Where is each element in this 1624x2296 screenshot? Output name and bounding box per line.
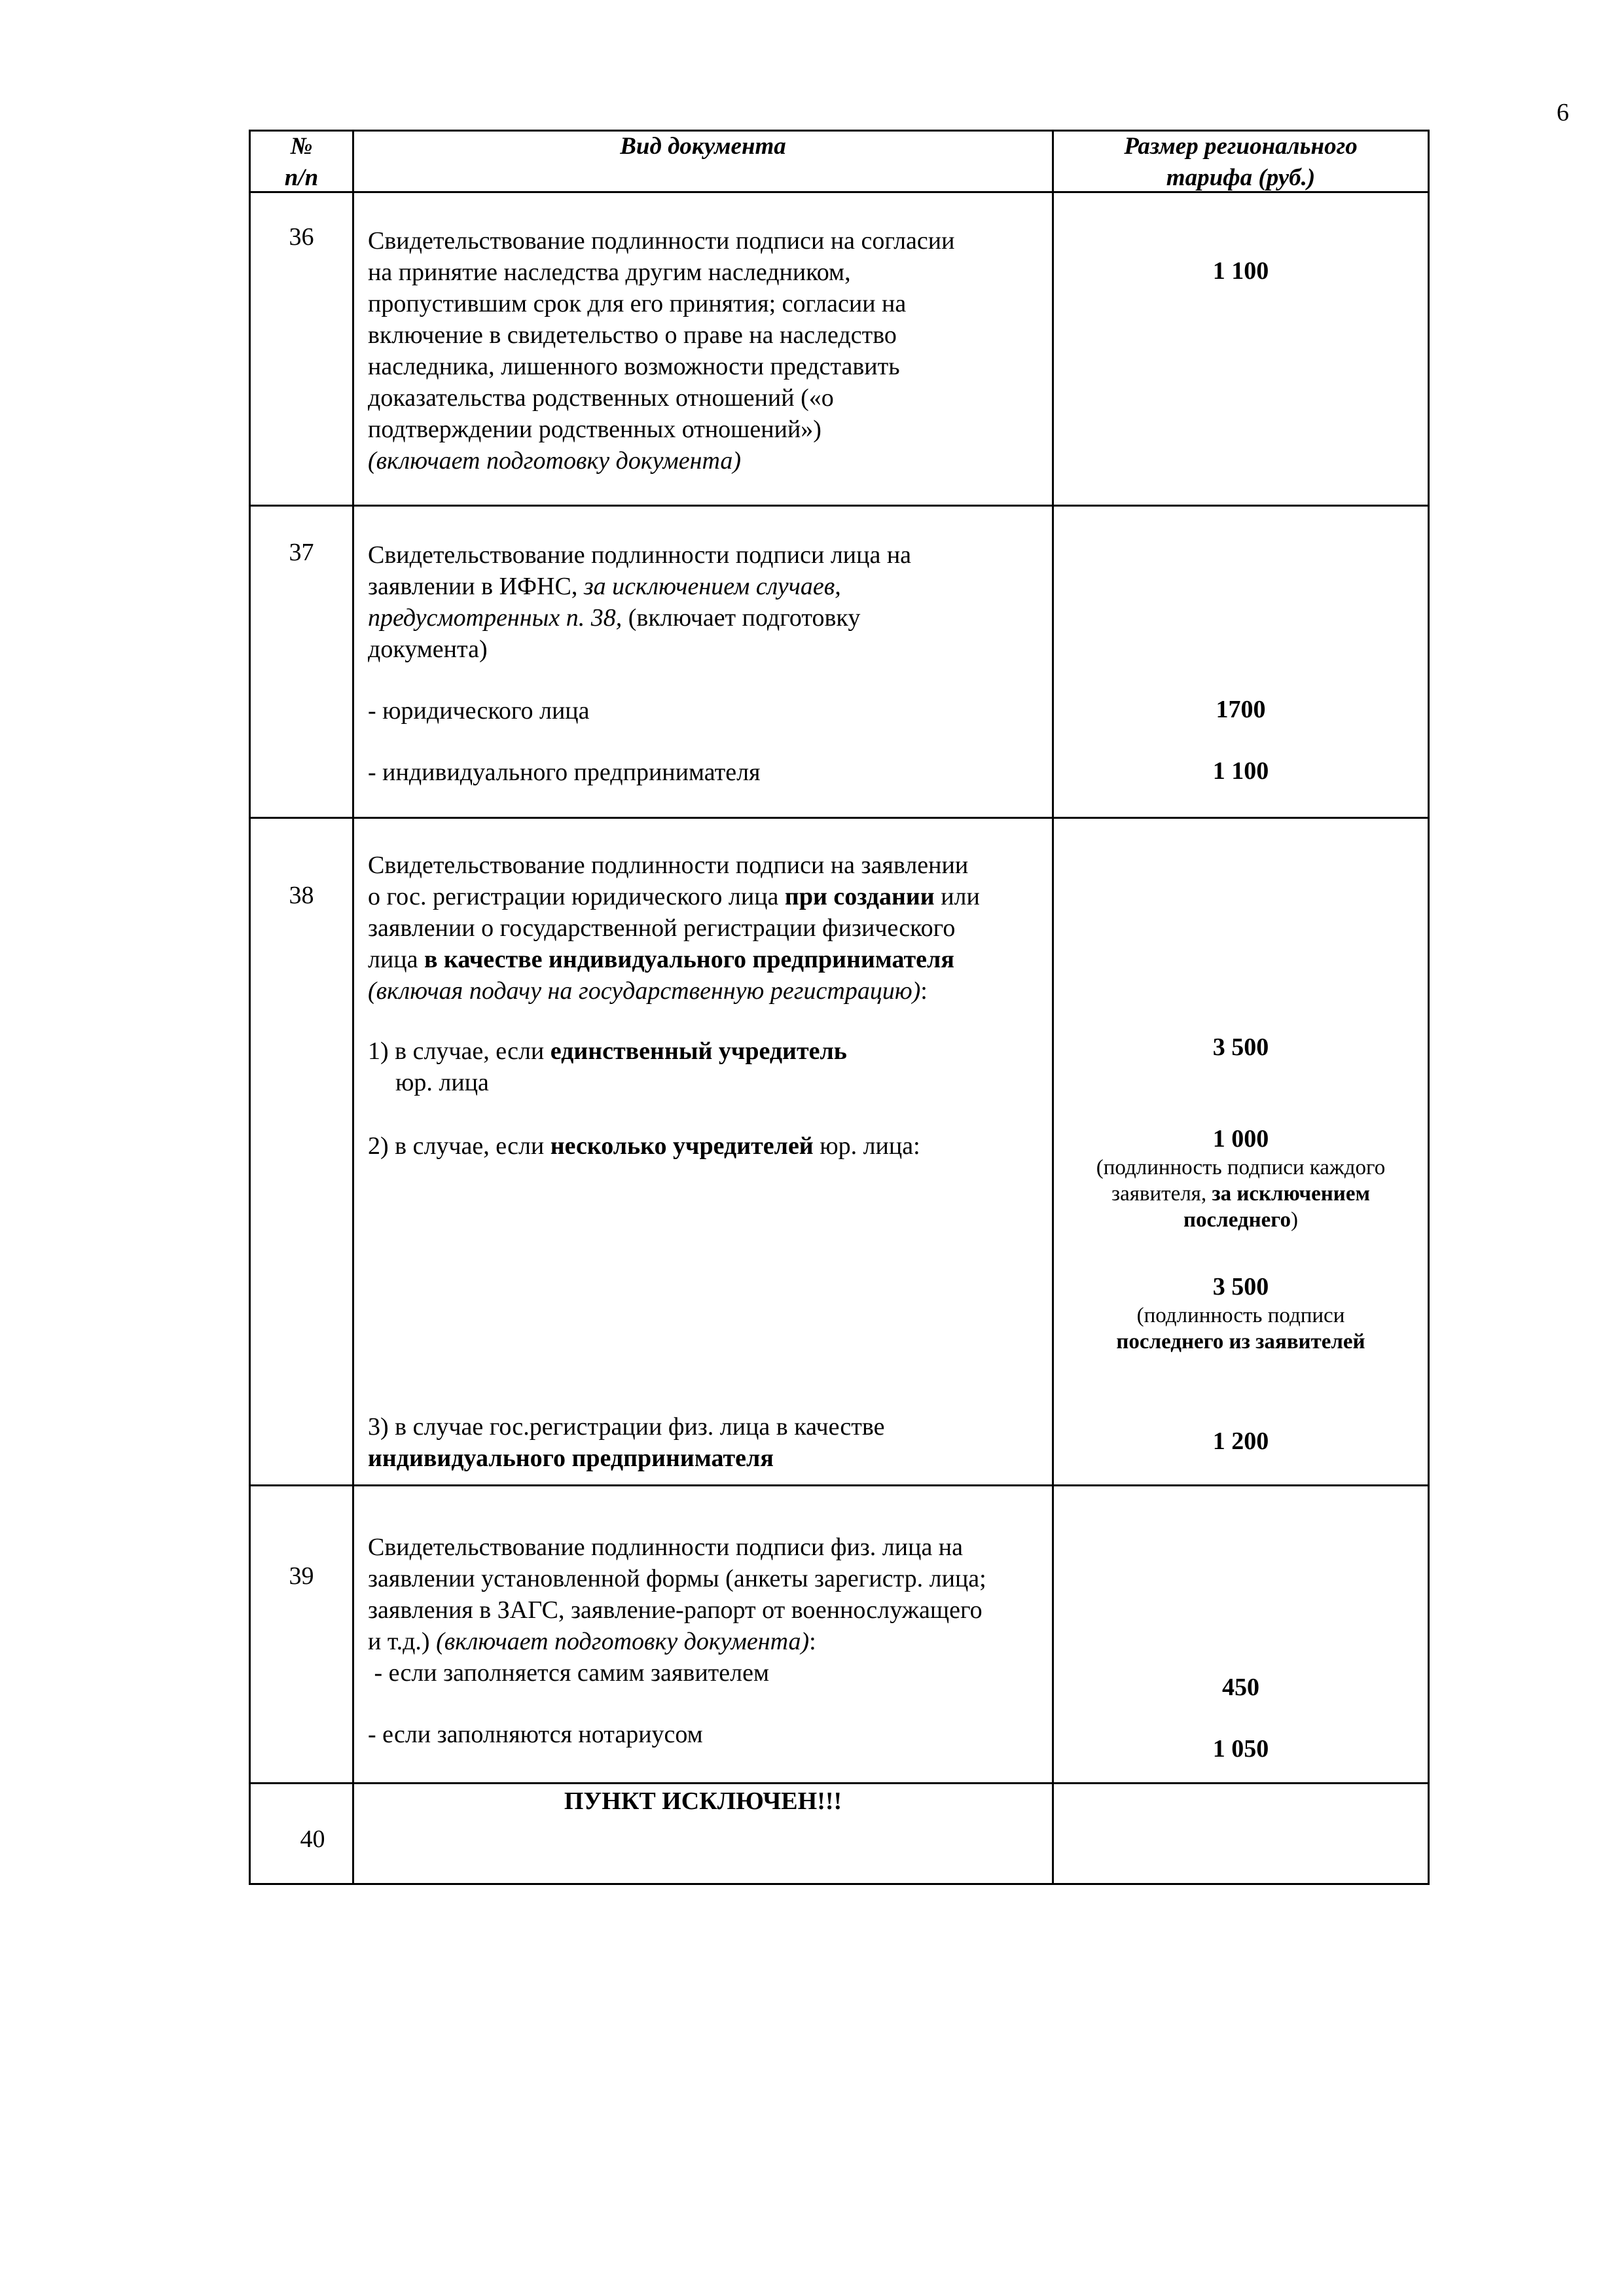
note-line: [1054, 1329, 1428, 1355]
note-line: (подлинность подписи каждого: [1096, 1156, 1386, 1179]
sub-item-value: 1 100: [1212, 757, 1269, 785]
row-number: 40: [300, 1825, 325, 1853]
description-line: [368, 602, 860, 634]
description-line: Свидетельствование подлинности подписи физ. лица на: [368, 1534, 964, 1561]
header-num-line2: п/п: [284, 164, 319, 191]
note-line: [1054, 1181, 1428, 1207]
description-line: [368, 571, 841, 602]
table-border-right: [1428, 130, 1430, 1885]
text-segment: :: [920, 977, 928, 1005]
note-text: (включает подготовку документа): [368, 447, 742, 475]
description-line: доказательства родственных отношений («о: [368, 384, 834, 412]
text-segment-italic: за исключением случаев,: [583, 573, 841, 600]
text-segment: заявителя,: [1111, 1182, 1207, 1206]
value-note: [1054, 1155, 1428, 1233]
row-value: 1 100: [1212, 257, 1269, 285]
sub-item: - индивидуального предпринимателя: [368, 759, 761, 786]
description-line: заявлении о государственной регистрации физического: [368, 914, 956, 942]
sub-item-continuation: [368, 1443, 774, 1474]
sub-item-value: 3 500: [1212, 1273, 1269, 1300]
description-line: включение в свидетельство о праве на наследство: [368, 321, 897, 349]
text-segment: (включает подготовку: [628, 604, 861, 632]
description-line: заявлении установленной формы (анкеты зарегистр. лица;: [368, 1565, 986, 1592]
row-number: 39: [289, 1562, 314, 1590]
text-segment: или: [941, 883, 980, 910]
description-line: документа): [368, 636, 488, 663]
text-segment-bold: последнего из заявителей: [1116, 1330, 1365, 1354]
text-segment: 2) в случае, если: [368, 1132, 545, 1160]
sub-item: - юридического лица: [368, 697, 590, 725]
description-line: на принятие наследства другим наследником,: [368, 259, 851, 286]
description-line: Свидетельствование подлинности подписи на согласии: [368, 227, 955, 255]
sub-item: - если заполняются нотариусом: [368, 1721, 703, 1748]
text-segment-bold: при создании: [784, 883, 935, 910]
text-segment: и т.д.): [368, 1628, 430, 1655]
description-line: [368, 881, 980, 912]
table-border-left: [249, 130, 251, 1885]
row-number: 36: [289, 223, 314, 251]
text-segment: ): [1290, 1208, 1298, 1232]
table-divider-num: [352, 130, 354, 1885]
row-divider: [249, 1782, 1430, 1784]
text-segment: 1) в случае, если: [368, 1037, 545, 1065]
sub-item: [368, 1130, 920, 1162]
text-segment: заявлении в ИФНС,: [368, 573, 578, 600]
sub-item-continuation: юр. лица: [395, 1069, 489, 1096]
text-segment-bold: в качестве индивидуального предпринимателя: [424, 946, 954, 973]
value-note: [1054, 1302, 1428, 1355]
text-segment-italic: предусмотренных п. 38,: [368, 604, 623, 632]
page-number: 6: [1557, 99, 1569, 126]
sub-item-value: 1 000: [1212, 1125, 1269, 1153]
header-num-line1: №: [290, 133, 313, 160]
sub-item-value: 1 200: [1212, 1427, 1269, 1455]
description-line: заявления в ЗАГС, заявление-рапорт от военнослужащего: [368, 1596, 983, 1624]
excluded-item-text: ПУНКТ ИСКЛЮЧЕН!!!: [564, 1787, 842, 1815]
description-line: пропустившим срок для его принятия; согласии на: [368, 290, 907, 317]
text-segment-bold: индивидуального предпринимателя: [368, 1444, 774, 1472]
header-tariff-line1: Размер регионального: [1124, 133, 1358, 160]
text-segment: о гос. регистрации юридического лица: [368, 883, 779, 910]
text-segment-bold: единственный учредитель: [550, 1037, 847, 1065]
text-segment: :: [809, 1628, 816, 1655]
row-number: 37: [289, 539, 314, 566]
row-divider: [249, 505, 1430, 507]
description-line: [368, 944, 954, 975]
description-line: Свидетельствование подлинности подписи лица на: [368, 541, 912, 569]
table-border-bottom: [249, 1883, 1430, 1885]
header-tariff: [1054, 131, 1428, 194]
text-segment: юр. лица:: [820, 1132, 920, 1160]
description-line: [368, 1626, 816, 1657]
row-number: 38: [289, 882, 314, 909]
header-num: [251, 131, 352, 194]
sub-item: [368, 1035, 847, 1067]
sub-item-value: 1 050: [1212, 1735, 1269, 1763]
text-segment-bold: несколько учредителей: [550, 1132, 814, 1160]
description-note: [368, 445, 741, 476]
text-segment-italic: (включает подготовку документа): [436, 1628, 810, 1655]
sub-item-value: 1700: [1216, 696, 1266, 723]
sub-item: 3) в случае гос.регистрации физ. лица в качестве: [368, 1413, 885, 1441]
description-line: Свидетельствование подлинности подписи на заявлении: [368, 852, 969, 879]
note-line: [1054, 1207, 1428, 1233]
row-divider: [249, 817, 1430, 819]
description-line: [368, 975, 928, 1007]
row-divider: [249, 1484, 1430, 1486]
text-segment-italic: (включая подачу на государственную регистрацию): [368, 977, 921, 1005]
sub-item-value: 3 500: [1212, 1033, 1269, 1061]
description-line: подтверждении родственных отношений»): [368, 416, 821, 443]
note-line: (подлинность подписи: [1136, 1304, 1345, 1327]
sub-item: - если заполняется самим заявителем: [368, 1659, 770, 1687]
description-line: наследника, лишенного возможности представить: [368, 353, 900, 380]
text-segment: лица: [368, 946, 418, 973]
header-tariff-line2: тарифа (руб.): [1166, 164, 1316, 191]
table-divider-value: [1052, 130, 1054, 1885]
text-segment-bold: за исключением: [1212, 1182, 1370, 1206]
text-segment-bold: последнего: [1183, 1208, 1291, 1232]
header-doc-type: Вид документа: [620, 133, 786, 160]
sub-item-value: 450: [1222, 1674, 1259, 1701]
